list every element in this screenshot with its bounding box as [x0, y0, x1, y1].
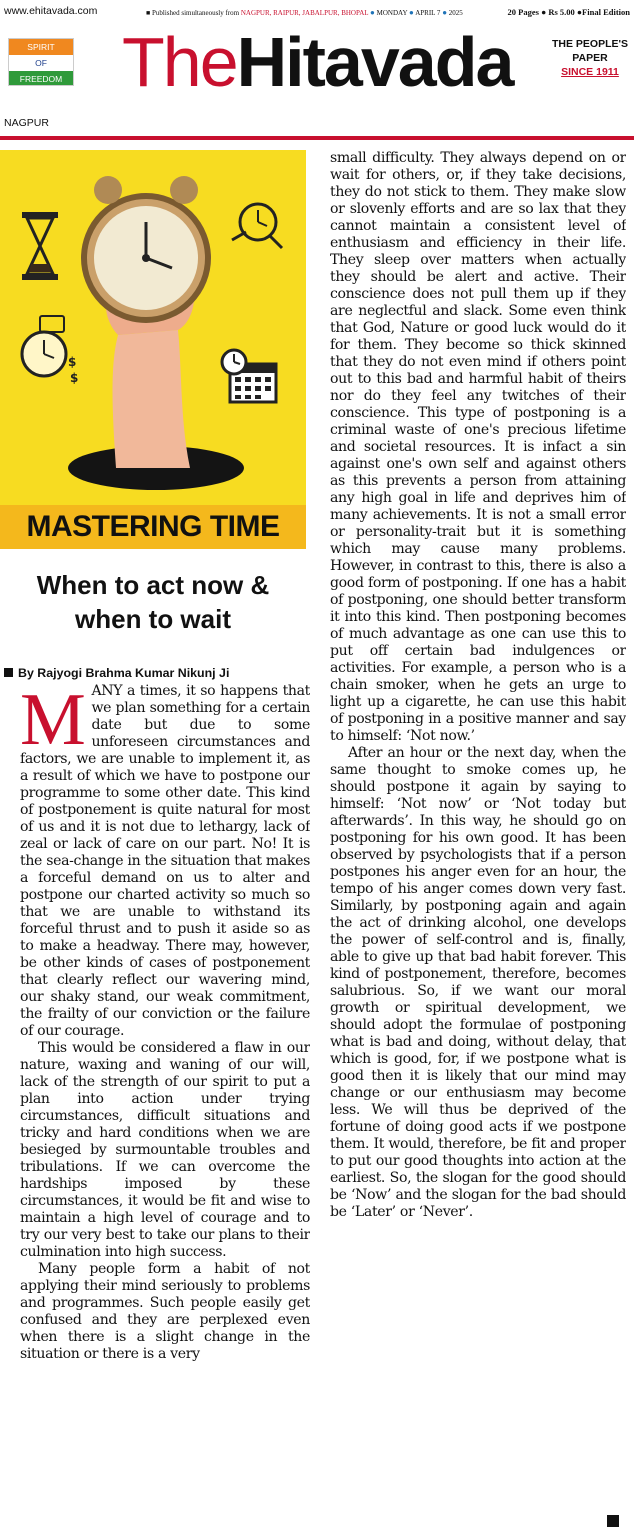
article-headline [0, 568, 306, 636]
byline-text: By Rajyogi Brahma Kumar Nikunj Ji [18, 666, 230, 680]
price: Rs 5.00 [548, 7, 575, 17]
calendar-clock-icon [222, 350, 276, 402]
tagline-since: SINCE 1911 [561, 66, 619, 78]
article-paragraph: After an hour or the next day, when the same thought to smoke comes up, he should postpone it again by saying to himself: ‘Not now’ or ‘Not today but afterwards’. In this way, he should go on postponing for his own good. It has been observed by psychologists that if a person postpones his anger even for an hour, the tempo of his anger comes down very fast. Similarly, by postponing again and again the act of drinking alcohol, one develops the power of self-control and is, finally, able to give up that bad habit forever. This kind of postponement, therefore, becomes salubrious. So, if we want our moral growth or spiritual development, we should adopt the formulae of postponing what is bad and doing, without delay, that which is good, for, if we postpone what is good then it is likely that our mind may change or our enthusiasm may become less. We will thus be deprived of the fortune of doing good acts if we postpone them. It would, therefore, be fit and proper to put our good thoughts into action at the earliest. So, the slogan for the good should be ‘Now’ and the slogan for the bad should be ‘Later’ or ‘Never’. [330, 745, 626, 1220]
tagline-line: PAPER [572, 52, 608, 64]
alarm-clock-icon [84, 176, 208, 320]
paragraph-text: ANY a times, it so happens that we plan something for a certain date but due to some unforeseen circumstances and factors, we are unable to implement it, as a result of which we have to postpone our programme to some other date. This kind of postponement is quite natural for most of us and it is not due to lethargy, lack of zeal or lack of care on our part. No! It is the sea-change in the situation that makes a forceful demand on us to alter and postpone our charted activity so much so that we are unable to withstand its forceful thrust and to push it aside so as to make a headway. There may, however, be other kinds of cases of postponement that clearly reflect our wavering mind, our shaky stand, our weak commitment, the frailty of our conviction or the failure of our courage. [20, 683, 310, 1039]
publication-info: ■ Published simultaneously from NAGPUR, RAIPUR, JABALPUR, BHOPAL ● MONDAY ● APRIL 7 ● 2025 [146, 8, 463, 17]
arm-shape [113, 330, 191, 468]
square-bullet-icon [4, 668, 13, 677]
article-column-1 [20, 683, 310, 1537]
article-paragraph: Many people form a habit of not applying their mind seriously to problems and programmes. Such people easily get confused and they are perplexed even when there is a slight change in the situation or there is a very [20, 1261, 310, 1362]
masthead-topline [0, 0, 634, 22]
pubinfo-day: MONDAY [376, 9, 408, 17]
headline-line: When to act now & [36, 570, 270, 600]
badge-line: SPIRIT [9, 39, 73, 55]
masthead-rule [0, 136, 634, 140]
illustration-svg [0, 150, 306, 505]
headline-line: when to wait [75, 604, 231, 634]
money-clock-icon [22, 316, 78, 385]
dot-icon: ● [370, 8, 375, 17]
dot-icon: ● [409, 8, 414, 17]
feature-banner: MASTERING TIME [0, 505, 306, 549]
article-column-2 [330, 150, 626, 1510]
page-count: 20 Pages [507, 7, 539, 17]
drop-cap: M [20, 683, 86, 761]
hourglass-icon [22, 212, 58, 280]
end-mark-icon [607, 1515, 619, 1527]
byline [4, 666, 229, 680]
logo-the: The [122, 23, 237, 101]
edition-city: NAGPUR [4, 117, 49, 129]
logo-name: Hitavada [236, 23, 513, 101]
newspaper-logo[interactable] [122, 22, 512, 102]
article-paragraph [20, 683, 310, 1040]
svg-text:$: $ [68, 355, 77, 369]
edition: Final Edition [582, 7, 630, 17]
tagline [552, 37, 628, 79]
badge-line: OF [9, 55, 73, 71]
article-paragraph: small difficulty. They always depend on or wait for others, or, if they take decisions, they do not stick to them. They make slow or slovenly efforts and are so lax that they cannot maintain a consistent level of enthusiasm and efficiency in their life. They sleep over matters when actually they should be alert and active. Their conscience does not pull them up if they are neglectful and slack. Some even think that God, Nature or good luck would do it for them. They become so thick skinned that they do not even mind if others point out to this bad and harmful habit of theirs nor do they feel any twitches of their conscience. This type of postponing is a criminal waste of one's precious lifetime and societal resources. It is infact a sin against one's own self and against others as this prevents a person from attaining any high goal in life and deprives him of many achievements. It is not a small error or personality-trait but it is something which may cause many problems. However, in contrast to this, there is also a good form of postponing. If one has a habit of postponing, one should better transform it into this kind. Then postponing becomes of much advantage as one can use this to put off certain bad indulgences or activities. For example, a person who is a chain smoker, when he gets an urge to light up a cigarette, he can use this habit of postponing in a positive manner and say to himself: ‘Not now.’ [330, 150, 626, 744]
tagline-line: THE PEOPLE'S [552, 38, 629, 50]
edition-info: 20 Pages ● Rs 5.00 ●Final Edition [507, 7, 630, 17]
running-clock-icon [232, 204, 282, 248]
spirit-of-freedom-badge [8, 38, 74, 86]
dot-icon: ● [442, 8, 448, 17]
feature-illustration [0, 150, 306, 505]
badge-line: FREEDOM [9, 71, 73, 86]
pubinfo-prefix: Published simultaneously from [151, 9, 240, 17]
pubinfo-date: APRIL 7 [415, 9, 441, 17]
site-url[interactable]: www.ehitavada.com [4, 5, 98, 17]
article-paragraph: This would be considered a flaw in our nature, waxing and waning of our will, lack of the strength of our spirit to put a plan into action under trying circumstances, difficult situations and tricky and hard conditions when we are besieged by surmountable troubles and tribulations. If we can overcome the hardships imposed by these circumstances, it would be fit and wise to maintain a high level of courage and to try our very best to take our plans to their culmination into high success. [20, 1040, 310, 1260]
svg-text:$: $ [70, 371, 79, 385]
pubinfo-cities: NAGPUR, RAIPUR, JABALPUR, BHOPAL [240, 9, 369, 17]
pubinfo-year: 2025 [448, 9, 463, 17]
